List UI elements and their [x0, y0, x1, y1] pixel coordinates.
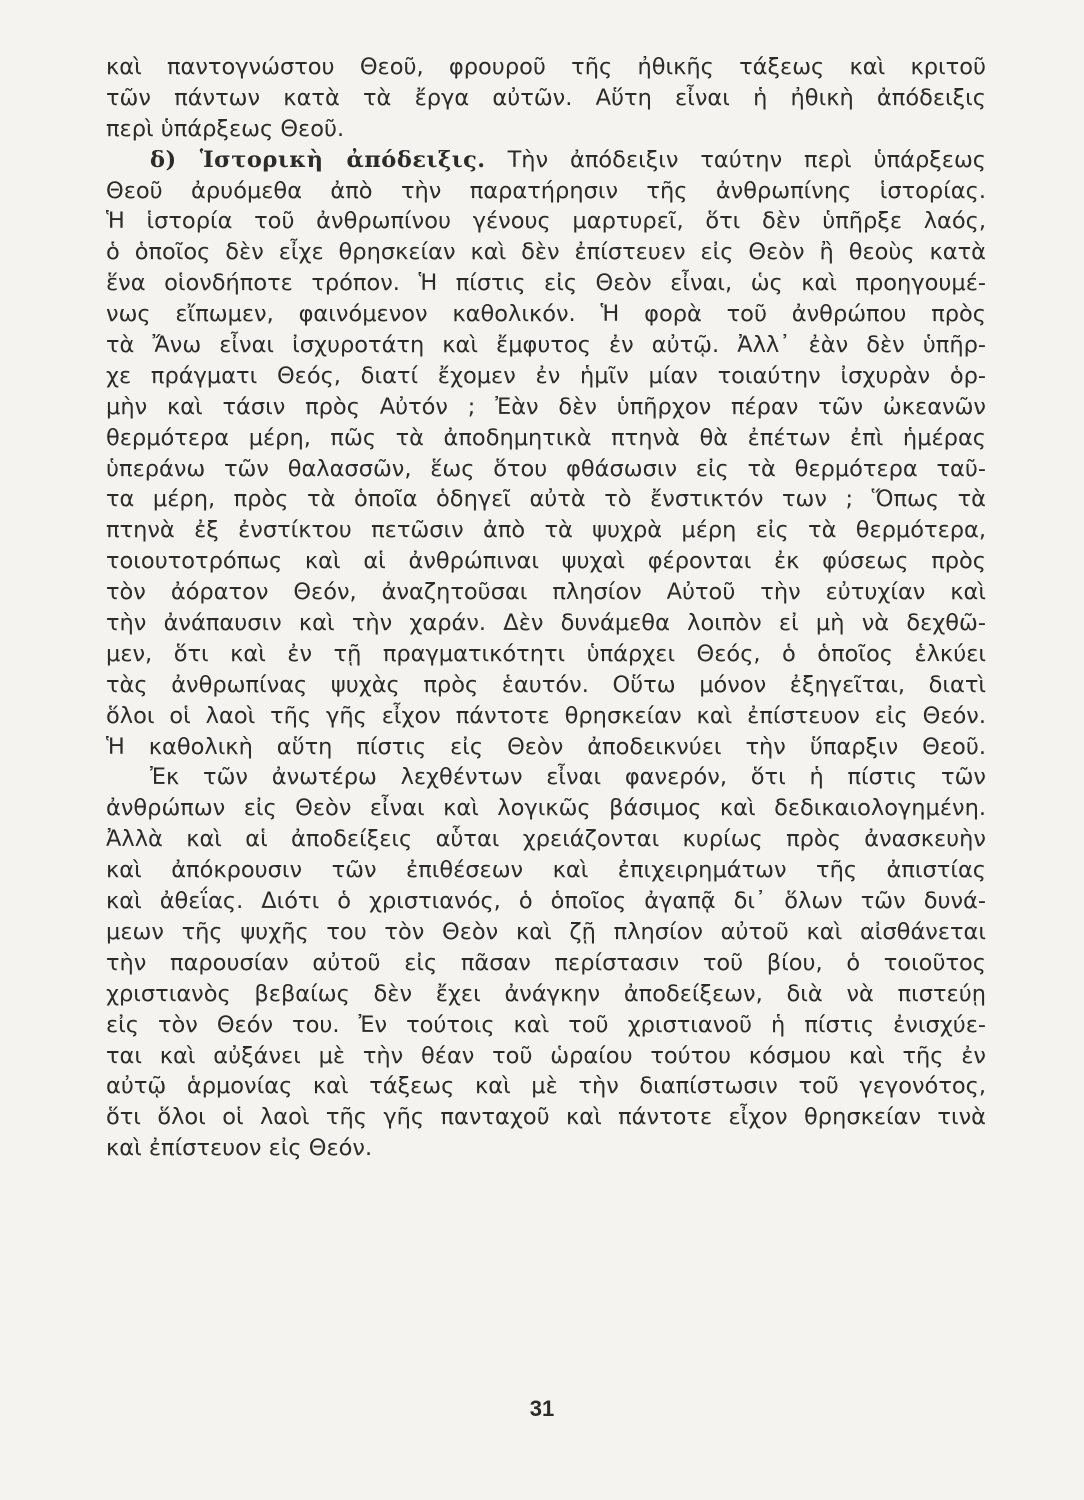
text-line: τα μέρη, πρὸς τὰ ὁποῖα ὁδηγεῖ αὐτὰ τὸ ἔνστικτόν των ; Ὅπως τὰ: [106, 486, 986, 513]
text-line: νως εἴπωμεν, φαινόμενον καθολικόν. Ἡ φορὰ τοῦ ἀνθρώπου πρὸς: [106, 301, 986, 328]
text-line: αὐτῷ ἁρμονίας καὶ τάξεως καὶ μὲ τὴν διαπίστωσιν τοῦ γεγονότος,: [106, 1073, 986, 1100]
text-line: Τὴν ἀπόδειξιν ταύτην περὶ ὑπάρξεως: [507, 146, 986, 173]
text-line: μεων τῆς ψυχῆς του τὸν Θεὸν καὶ ζῇ πλησίον αὐτοῦ καὶ αἰσθάνεται: [106, 918, 986, 945]
text-line: ὑπεράνω τῶν θαλασσῶν, ἕως ὅτου φθάσωσιν εἰς τὰ θερμότερα ταῦ-: [106, 455, 986, 482]
text-line: τὰς ἀνθρωπίνας ψυχὰς πρὸς ἑαυτόν. Οὕτω μόνον ἐξηγεῖται, διατὶ: [106, 671, 986, 698]
text-line: μὴν καὶ τάσιν πρὸς Αὐτόν ; Ἐὰν δὲν ὑπῆρχον πέραν τῶν ὠκεανῶν: [106, 393, 986, 420]
text-line: τῶν πάντων κατὰ τὰ ἔργα αὐτῶν. Αὕτη εἶναι ἡ ἠθικὴ ἀπόδειξις: [106, 84, 986, 111]
section-heading-line: [106, 145, 986, 176]
text-line: Ἡ ἱστορία τοῦ ἀνθρωπίνου γένους μαρτυρεῖ, ὅτι δὲν ὑπῆρξε λαός,: [106, 208, 986, 235]
text-line: ὅτι ὅλοι οἱ λαοὶ τῆς γῆς πανταχοῦ καὶ πάντοτε εἶχον θρησκείαν τινὰ: [106, 1104, 986, 1131]
text-line: καὶ ἐπίστευον εἰς Θεόν.: [106, 1135, 373, 1162]
text-line: Ἡ καθολικὴ αὕτη πίστις εἰς Θεὸν ἀποδεικνύει τὴν ὕπαρξιν Θεοῦ.: [106, 733, 986, 760]
text-line: ὅλοι οἱ λαοὶ τῆς γῆς εἶχον πάντοτε θρησκείαν καὶ ἐπίστευον εἰς Θεόν.: [106, 702, 986, 729]
text-line: ται καὶ αὐξάνει μὲ τὴν θέαν τοῦ ὡραίου τούτου κόσμου καὶ τῆς ἐν: [106, 1042, 986, 1069]
text-line: καὶ ἀπόκρουσιν τῶν ἐπιθέσεων καὶ ἐπιχειρημάτων τῆς ἀπιστίας: [106, 857, 986, 884]
text-line: πτηνὰ ἐξ ἐνστίκτου πετῶσιν ἀπὸ τὰ ψυχρὰ μέρη εἰς τὰ θερμότερα,: [106, 517, 986, 544]
text-line: τοιουτοτρόπως καὶ αἱ ἀνθρώπιναι ψυχαὶ φέρονται ἐκ φύσεως πρὸς: [106, 548, 986, 575]
text-line: Ἀλλὰ καὶ αἱ ἀποδείξεις αὗται χρειάζονται κυρίως πρὸς ἀνασκευὴν: [106, 826, 986, 853]
text-line: τὸν ἀόρατον Θεόν, ἀναζητοῦσαι πλησίον Αὐτοῦ τὴν εὐτυχίαν καὶ: [106, 579, 986, 606]
text-line: ἀνθρώπων εἰς Θεὸν εἶναι καὶ λογικῶς βάσιμος καὶ δεδικαιολογημένη.: [106, 795, 986, 822]
section-heading: δ) Ἱστορικὴ ἀπόδειξις.: [150, 146, 486, 173]
text-line: εἰς τὸν Θεόν του. Ἐν τούτοις καὶ τοῦ χριστιανοῦ ἡ πίστις ἐνισχύε-: [106, 1011, 986, 1038]
text-line: χε πράγματι Θεός, διατί ἔχομεν ἐν ἡμῖν μίαν τοιαύτην ἰσχυρὰν ὁρ-: [106, 362, 986, 389]
text-line: καὶ ἀθεΐας. Διότι ὁ χριστιανός, ὁ ὁποῖος ἀγαπᾷ δι᾿ ὅλων τῶν δυνά-: [106, 888, 986, 915]
text-line: μεν, ὅτι καὶ ἐν τῇ πραγματικότητι ὑπάρχει Θεός, ὁ ὁποῖος ἑλκύει: [106, 640, 986, 667]
text-line: ὁ ὁποῖος δὲν εἶχε θρησκείαν καὶ δὲν ἐπίστευεν εἰς Θεὸν ἢ θεοὺς κατὰ: [106, 239, 986, 266]
text-line: περὶ ὑπάρξεως Θεοῦ.: [106, 115, 345, 142]
text-line: τὴν ἀνάπαυσιν καὶ τὴν χαράν. Δὲν δυνάμεθα λοιπὸν εἰ μὴ νὰ δεχθῶ-: [106, 610, 986, 637]
text-line: ἕνα οἱονδήποτε τρόπον. Ἡ πίστις εἰς Θεὸν εἶναι, ὡς καὶ προηγουμέ-: [106, 270, 986, 297]
page-number: 31: [529, 1396, 555, 1421]
text-line: καὶ παντογνώστου Θεοῦ, φρουροῦ τῆς ἠθικῆς τάξεως καὶ κριτοῦ: [106, 54, 986, 80]
text-line: χριστιανὸς βεβαίως δὲν ἔχει ἀνάγκην ἀποδείξεων, διὰ νὰ πιστεύῃ: [106, 980, 986, 1007]
text-line: θερμότερα μέρη, πῶς τὰ ἀποδημητικὰ πτηνὰ θὰ ἐπέτων ἐπὶ ἡμέρας: [106, 424, 986, 451]
text-line: Ἐκ τῶν ἀνωτέρω λεχθέντων εἶναι φανερόν, ὅτι ἡ πίστις τῶν: [150, 764, 986, 791]
body-text: [106, 52, 986, 1164]
text-line: τὰ Ἄνω εἶναι ἰσχυροτάτη καὶ ἔμφυτος ἐν αὐτῷ. Ἀλλ᾿ ἐὰν δὲν ὑπῆρ-: [106, 332, 986, 359]
text-line: τὴν παρουσίαν αὐτοῦ εἰς πᾶσαν περίστασιν τοῦ βίου, ὁ τοιοῦτος: [106, 949, 986, 976]
text-line: Θεοῦ ἀρυόμεθα ἀπὸ τὴν παρατήρησιν τῆς ἀνθρωπίνης ἱστορίας.: [106, 177, 986, 204]
